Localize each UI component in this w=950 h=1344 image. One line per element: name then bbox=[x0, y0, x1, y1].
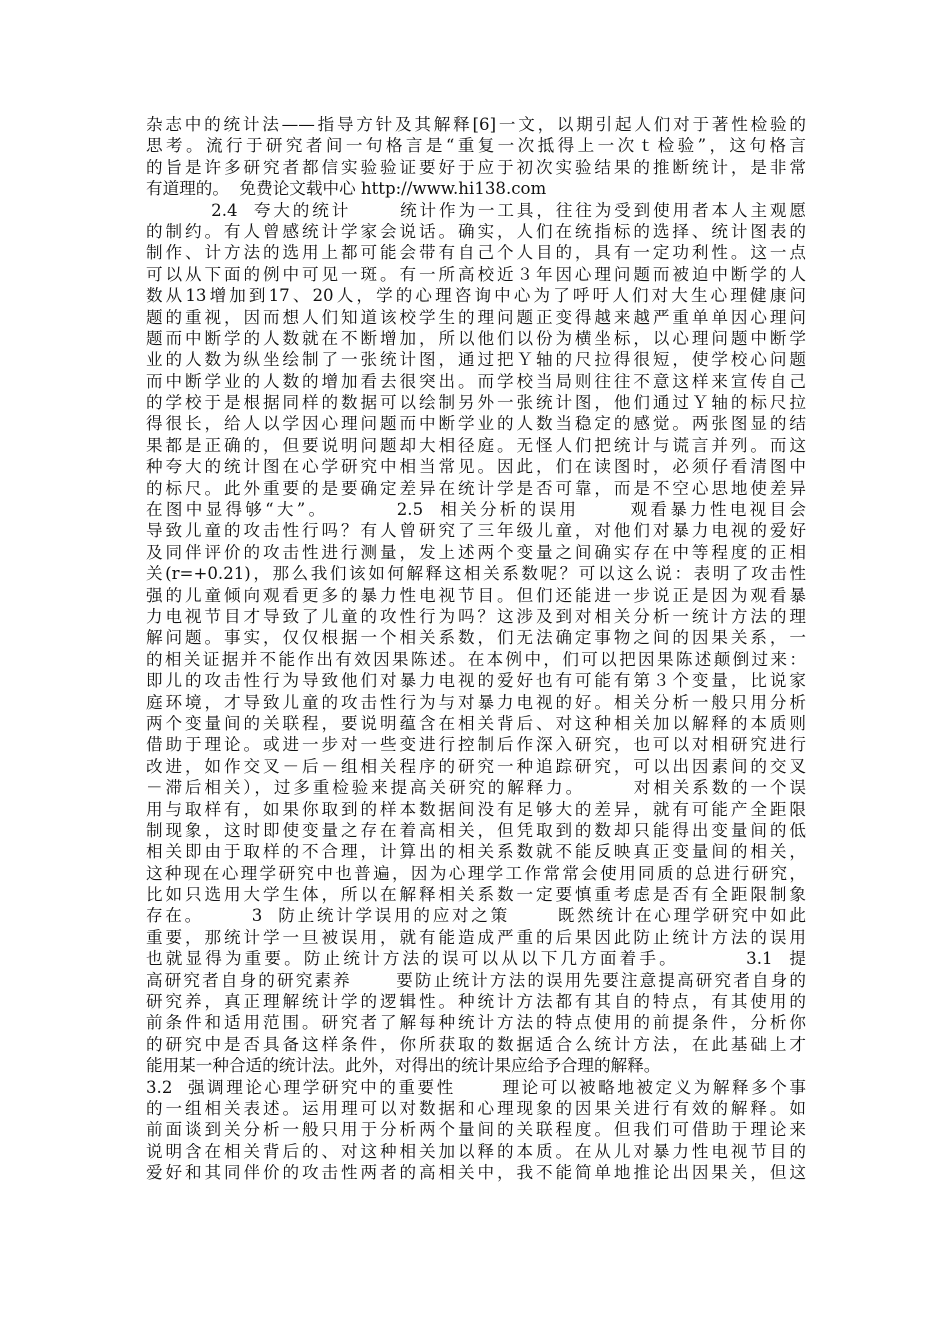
text-line: 存在。 3 防止统计学误用的应对之策 既然统计在心理学研究中如此 bbox=[146, 906, 806, 926]
text-line: 这种现在心理学研究中也普遍，因为心理学工作常常会使用同质的总进行研究， bbox=[146, 863, 806, 883]
text-line: －滞后相关），过多重检验来提高关研究的解释力。 对相关系数的一个误 bbox=[146, 778, 806, 798]
text-line: 在图中显得够“大”。 2.5 相关分析的误用 观看暴力性电视目会 bbox=[146, 500, 806, 520]
text-line: 强的儿童倾向观看更多的暴力性电视节目。但们还能进一步说正是因为观看暴 bbox=[146, 585, 806, 605]
text-line: 力电视节目才导致了儿童的攻性行为吗？这涉及到对相关分析一统计方法的理 bbox=[146, 606, 806, 626]
text-line: 前条件和适用范围。研究者了解每种统计方法的特点使用的前提条件，分析你 bbox=[146, 1013, 806, 1033]
text-line: 研究养，真正理解统计学的逻辑性。种统计方法都有其自的特点，有其使用的 bbox=[146, 992, 806, 1012]
text-line: 及同伴评价的攻击性进行测量，发上述两个变量之间确实存在中等程度的正相 bbox=[146, 542, 806, 562]
text-line: 的制约。有人曾感统计学家会说话。确实，人们在统指标的选择、统计图表的 bbox=[146, 221, 806, 241]
text-line: 的相关证据并不能作出有效因果陈述。在本例中，们可以把因果陈述颠倒过来： bbox=[146, 649, 806, 669]
text-line: 的旨是许多研究者都信实验验证要好于应于初次实验结果的推断统计，是非常 bbox=[146, 157, 806, 177]
text-line: 的学校于是根据同样的数据可以绘制另外一张统计图，他们通过Ｙ轴的标尺拉 bbox=[146, 393, 806, 413]
text-line: 借助于理论。或进一步对一些变进行控制后作深入研究，也可以对相研究进行 bbox=[146, 735, 806, 755]
text-line: 改进，如作交叉－后－组相关程序的研究一种追踪研究，可以出因素间的交叉 bbox=[146, 756, 806, 776]
text-line: 用与取样有，如果你取到的样本数据间没有足够大的差异，就有可能产全距限 bbox=[146, 799, 806, 819]
text-line: 制现象，这时即使变量之存在着高相关，但凭取到的数却只能得出变量间的低 bbox=[146, 820, 806, 840]
text-line: 比如只选用大学生体，所以在解释相关系数一定要慎重考虑是否有全距限制象 bbox=[146, 885, 806, 905]
text-line: 思考。流行于研究者间一句格言是“重复一次抵得上一次ｔ检验”，这句格言 bbox=[146, 136, 806, 156]
text-line: 3.2 强调理论心理学研究中的重要性 理论可以被略地被定义为解释多个事 bbox=[146, 1077, 806, 1097]
text-line: 爱好和其同伴价的攻击性两者的高相关中，我不能简单地推论出因果关，但这 bbox=[146, 1163, 806, 1183]
text-line: 2.4 夸大的统计 统计作为一工具，往往为受到使用者本人主观愿 bbox=[146, 200, 806, 220]
text-line: 即儿的攻击性行为导致他们对暴力电视的爱好也有可能有第３个变量，比说家 bbox=[146, 671, 806, 691]
text-line: 的一组相关表述。运用理可以对数据和心理现象的因果关进行有效的解释。如 bbox=[146, 1098, 806, 1118]
text-line: 也就显得为重要。防止统计方法的误可以从以下几方面着手。 3.1 提 bbox=[146, 949, 806, 969]
text-line: 导致儿童的攻击性行吗？有人曾研究了三年级儿童，对他们对暴力电视的爱好 bbox=[146, 521, 806, 541]
text-line: 种夸大的统计图在心学研究中相当常见。因此，们在读图时，必须仔看清图中 bbox=[146, 457, 806, 477]
text-line: 前面谈到关分析一般只用于分析两个量间的关联程度。但我们可借助于理论来 bbox=[146, 1120, 806, 1140]
text-line: 杂志中的统计法——指导方针及其解释[6]一文，以期引起人们对于著性检验的 bbox=[146, 115, 806, 134]
text-line: 得很长，给人以学因心理问题而中断学业的人数当稳定的感觉。两张图显的结 bbox=[146, 414, 806, 434]
text-line: 重要，那统计学一旦被误用，就有能造成严重的后果因此防止统计方法的误用 bbox=[146, 927, 806, 947]
text-line: 数从13增加到17、20人，学的心理咨询中心为了呼吁人们对大生心理健康问 bbox=[146, 286, 806, 306]
text-line: 而中断学业的人数的增加看去很突出。而学校当局则往往不意这样来宣传自己 bbox=[146, 371, 806, 391]
text-line: 能用某一种合适的统计法。此外，对得出的统计果应给予合理的解释。 bbox=[146, 1056, 661, 1076]
text-line: 业的人数为纵坐绘制了一张统计图，通过把Ｙ轴的尺拉得很短，使学校心问题 bbox=[146, 350, 806, 370]
text-line: 说明含在相关背后的、对这种相关加以释的本质。在从儿对暴力性电视节目的 bbox=[146, 1141, 806, 1161]
text-line: 的标尺。此外重要的是要确定差异在统计学是否可靠，而是不空心思地使差异 bbox=[146, 478, 806, 498]
text-line: 庭环境，才导致儿童的攻击性行为与对暴力电视的好。相关分析一般只用分析 bbox=[146, 692, 806, 712]
text-line: 解问题。事实，仅仅根据一个相关系数，们无法确定事物之间的因果关系，一 bbox=[146, 628, 806, 648]
body-text bbox=[146, 114, 806, 1184]
text-line: 果都是正确的，但要说明问题却大相径庭。无怪人们把统计与谎言并列。而这 bbox=[146, 435, 806, 455]
text-line: 有道理的。 免费论文载中心 http://www.hi138.com bbox=[146, 179, 547, 199]
text-line: 两个变量间的关联程，要说明蕴含在相关背后、对这种相关加以解释的本质则 bbox=[146, 713, 806, 733]
text-line: 制作、计方法的选用上都可能会带有自己个人目的，具有一定功利性。这一点 bbox=[146, 243, 806, 263]
text-line: 可以从下面的例中可见一斑。有一所高校近３年因心理问题而被迫中断学的人 bbox=[146, 264, 806, 284]
text-line: 的研究中是否具备这样条件，你所获取的数据适合么统计方法，在此基础上才 bbox=[146, 1034, 806, 1054]
text-line: 关(r=+0.21)，那么我们该如何解释这相关系数呢？可以这么说：表明了攻击性 bbox=[146, 564, 806, 584]
text-line: 题的重视，因而想人们知道该校学生的理问题正变得越来越严重单单因心理问 bbox=[146, 307, 806, 327]
text-line: 题而中断学的人数就在不断增加，所以他们以份为横坐标，以心理问题中断学 bbox=[146, 328, 806, 348]
text-line: 高研究者自身的研究素养 要防止统计方法的误用先要注意提高研究者自身的 bbox=[146, 970, 806, 990]
text-line: 相关即由于取样的不合理，计算出的相关系数就不能反映真正变量间的相关， bbox=[146, 842, 806, 862]
